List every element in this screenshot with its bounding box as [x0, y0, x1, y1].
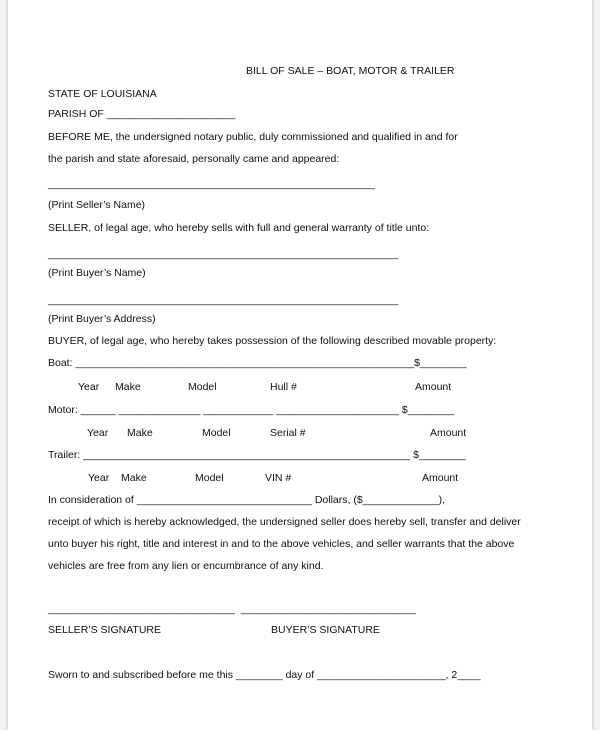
- buyer-name-caption: (Print Buyer’s Name): [48, 267, 146, 279]
- consideration-line: In consideration of ______________________________ Dollars, ($_____________),: [48, 494, 446, 506]
- motor-header-year: Year: [87, 427, 109, 439]
- buyer-name-line: ____________________________________________________________: [48, 248, 399, 260]
- trailer-header-model: Model: [195, 472, 224, 484]
- sworn-statement: Sworn to and subscribed before me this ________ day of ______________________, 2____: [48, 669, 481, 681]
- document-page: [8, 0, 592, 730]
- parish-field: PARISH OF ______________________: [48, 108, 236, 120]
- motor-row: Motor: ______ ______________ ____________ _____________________ $________: [48, 404, 455, 416]
- receipt-text-line-3: vehicles are free from any lien or encumbrance of any kind.: [48, 560, 324, 572]
- receipt-text-line-1: receipt of which is hereby acknowledged, the undersigned seller does hereby sell, transfer and deliver: [48, 516, 521, 528]
- buyer-signature-label: BUYER’S SIGNATURE: [271, 624, 380, 636]
- signature-lines: ________________________________ ______________________________: [48, 603, 416, 615]
- seller-clause: SELLER, of legal age, who hereby sells with full and general warranty of title unto:: [48, 222, 430, 234]
- trailer-header-year: Year: [88, 472, 110, 484]
- motor-header-serial: Serial #: [270, 427, 306, 439]
- intro-text-line-1: BEFORE ME, the undersigned notary public, duly commissioned and qualified in and for: [48, 131, 458, 143]
- trailer-header-amount: Amount: [422, 472, 459, 484]
- boat-header-hull: Hull #: [270, 381, 297, 393]
- boat-header-make: Make: [115, 381, 141, 393]
- motor-header-make: Make: [127, 427, 153, 439]
- intro-text-line-2: the parish and state aforesaid, personally came and appeared:: [48, 153, 340, 165]
- boat-header-year: Year: [78, 381, 100, 393]
- boat-row: Boat: __________________________________________________________$________: [48, 357, 467, 369]
- trailer-header-make: Make: [121, 472, 147, 484]
- seller-signature-label: SELLER’S SIGNATURE: [48, 624, 162, 636]
- seller-name-line: ________________________________________________________: [48, 178, 376, 190]
- buyer-clause: BUYER, of legal age, who hereby takes possession of the following described movable property:: [48, 335, 497, 347]
- motor-header-model: Model: [202, 427, 231, 439]
- trailer-row: Trailer: ________________________________________________________ $________: [48, 449, 466, 461]
- trailer-header-vin: VIN #: [265, 472, 292, 484]
- seller-name-caption: (Print Seller’s Name): [48, 199, 146, 211]
- motor-header-amount: Amount: [430, 427, 467, 439]
- receipt-text-line-2: unto buyer his right, title and interest in and to the above vehicles, and seller warrants that the above: [48, 538, 515, 550]
- boat-header-model: Model: [188, 381, 217, 393]
- state-label: STATE OF LOUISIANA: [48, 88, 157, 100]
- buyer-address-line: ____________________________________________________________: [48, 294, 399, 306]
- buyer-address-caption: (Print Buyer’s Address): [48, 313, 156, 325]
- document-title: BILL OF SALE – BOAT, MOTOR & TRAILER: [246, 65, 455, 77]
- boat-header-amount: Amount: [415, 381, 452, 393]
